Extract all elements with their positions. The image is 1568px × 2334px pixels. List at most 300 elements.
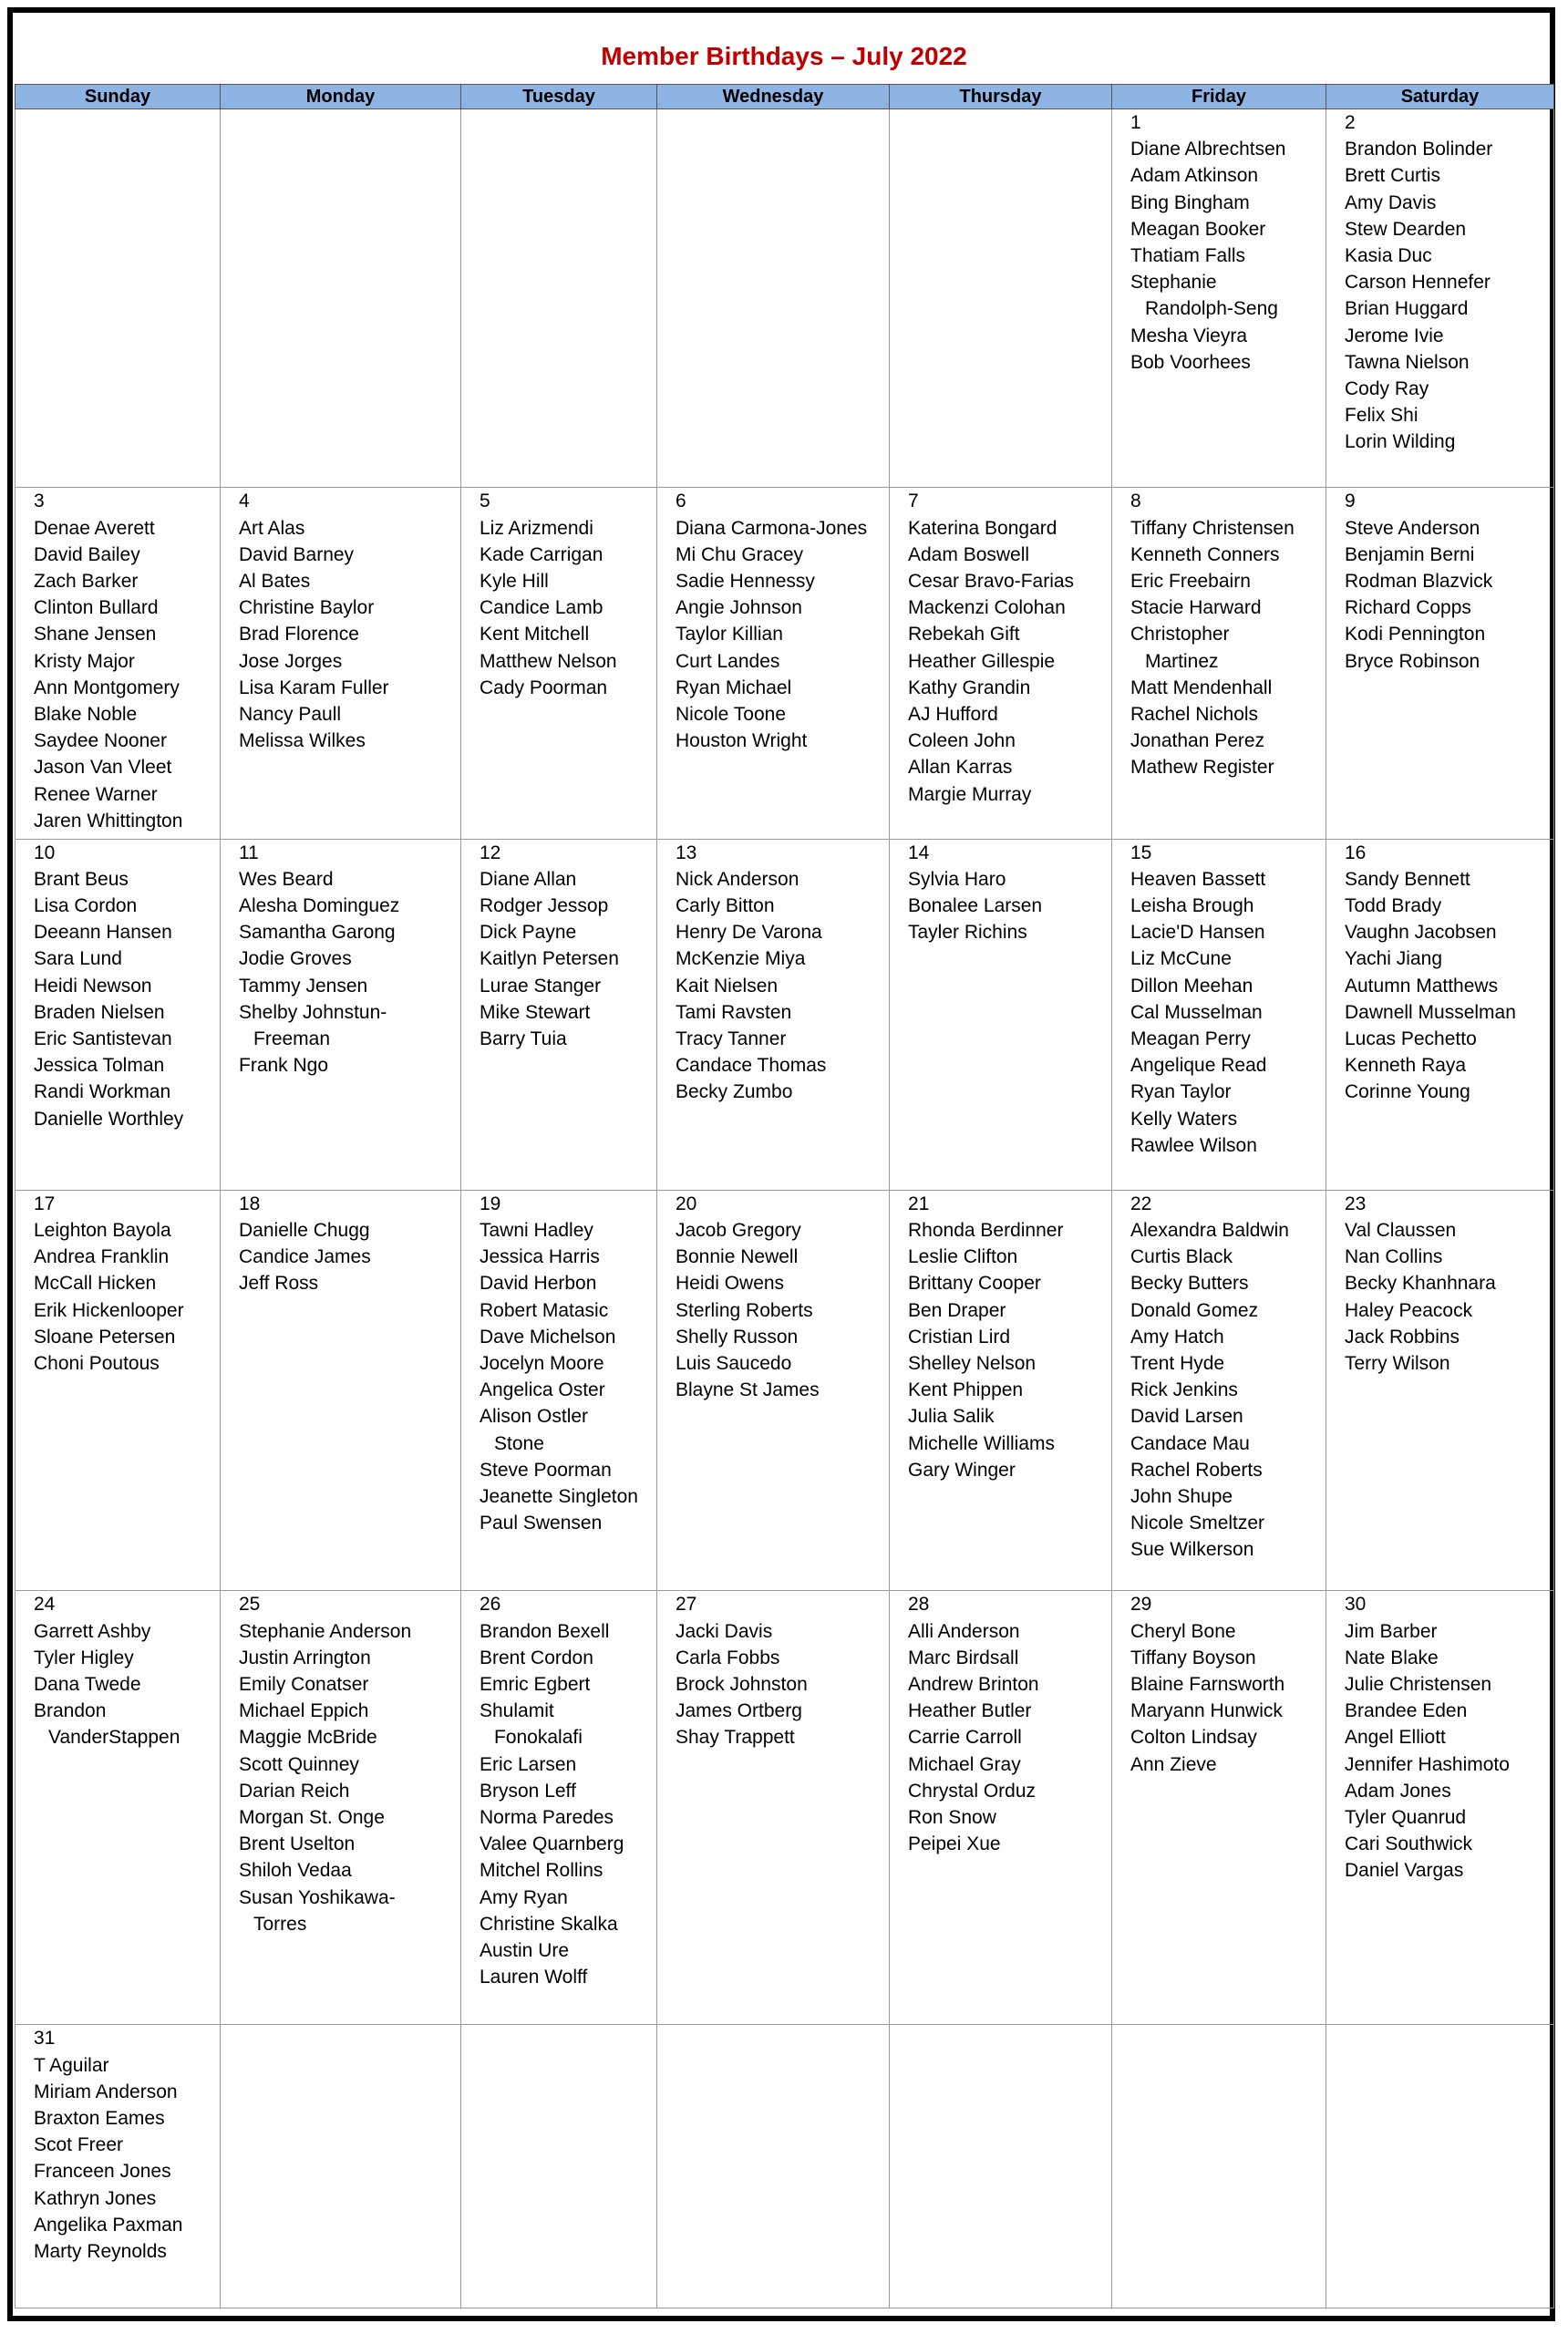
member-name: Nicole Smeltzer bbox=[1130, 1513, 1265, 1534]
member-name: Tayler Richins bbox=[908, 922, 1027, 944]
member-name: Mike Stewart bbox=[480, 1001, 591, 1023]
member-name: Alli Anderson bbox=[908, 1620, 1020, 1642]
member-name: Blaine Farnsworth bbox=[1130, 1674, 1285, 1696]
day-cell bbox=[461, 1190, 657, 1591]
member-name: David Herbon bbox=[480, 1273, 597, 1295]
member-name-line: Susan Yoshikawa- bbox=[239, 1886, 396, 1908]
empty-day-cell bbox=[657, 109, 890, 488]
member-name: Marty Reynolds bbox=[34, 2241, 167, 2263]
day-number: 12 bbox=[480, 842, 501, 863]
member-name: John Shupe bbox=[1130, 1486, 1233, 1508]
member-name: Kade Carrigan bbox=[480, 543, 603, 565]
weekday-header: Friday bbox=[1112, 85, 1326, 109]
day-number: 19 bbox=[480, 1193, 501, 1214]
day-cell bbox=[1112, 839, 1326, 1190]
member-name: Amy Ryan bbox=[480, 1886, 568, 1908]
member-name: Julie Christensen bbox=[1345, 1674, 1492, 1696]
day-cell bbox=[1112, 488, 1326, 839]
weekday-header: Thursday bbox=[890, 85, 1112, 109]
member-name: Christine Baylor bbox=[239, 597, 375, 619]
member-name: Clinton Bullard bbox=[34, 597, 159, 619]
member-name: Danielle Chugg bbox=[239, 1220, 370, 1242]
member-name: Cady Poorman bbox=[480, 676, 608, 698]
member-name: Shiloh Vedaa bbox=[239, 1860, 352, 1882]
member-name: Danielle Worthley bbox=[34, 1108, 184, 1130]
member-name: Amy Davis bbox=[1345, 191, 1437, 213]
member-name: Donald Gomez bbox=[1130, 1299, 1259, 1321]
member-name: Richard Copps bbox=[1345, 597, 1471, 619]
day-number: 30 bbox=[1345, 1594, 1367, 1616]
member-name: Cari Southwick bbox=[1345, 1833, 1473, 1855]
week-row bbox=[15, 488, 1554, 839]
member-name: Kathy Grandin bbox=[908, 676, 1031, 698]
week-row bbox=[15, 1591, 1554, 2025]
member-name: Sloane Petersen bbox=[34, 1326, 176, 1348]
day-cell bbox=[890, 488, 1112, 839]
member-name: Blayne St James bbox=[676, 1379, 820, 1401]
day-number: 4 bbox=[239, 491, 250, 512]
member-name: Tawni Hadley bbox=[480, 1220, 593, 1242]
member-name: Becky Butters bbox=[1130, 1273, 1249, 1295]
weekday-header: Wednesday bbox=[657, 85, 890, 109]
day-number: 2 bbox=[1345, 112, 1356, 133]
member-name: Kenneth Conners bbox=[1130, 543, 1280, 565]
member-name: Colton Lindsay bbox=[1130, 1727, 1257, 1749]
member-name: Justin Arrington bbox=[239, 1647, 371, 1668]
member-name: Jacob Gregory bbox=[676, 1220, 801, 1242]
member-name bbox=[480, 1403, 656, 1456]
day-cell bbox=[1326, 1591, 1554, 2025]
member-name: Wes Beard bbox=[239, 868, 334, 890]
member-name: Diana Carmona-Jones bbox=[676, 517, 868, 539]
day-cell bbox=[15, 1591, 221, 2025]
member-name bbox=[1130, 621, 1326, 674]
day-number: 1 bbox=[1130, 112, 1141, 133]
day-cell bbox=[657, 1190, 890, 1591]
member-name: Kathryn Jones bbox=[34, 2187, 157, 2209]
day-cell bbox=[1326, 109, 1554, 488]
member-name: Robert Matasic bbox=[480, 1299, 609, 1321]
day-number: 26 bbox=[480, 1594, 501, 1616]
member-name: Diane Allan bbox=[480, 868, 577, 890]
member-name: Morgan St. Onge bbox=[239, 1807, 385, 1829]
member-name: Frank Ngo bbox=[239, 1055, 329, 1077]
member-name-line: Stephanie bbox=[1130, 272, 1217, 294]
member-name: Marc Birdsall bbox=[908, 1647, 1019, 1668]
member-name: Emily Conatser bbox=[239, 1674, 369, 1696]
member-name: Michael Eppich bbox=[239, 1700, 369, 1722]
member-name-continuation: Freeman bbox=[253, 1028, 331, 1050]
member-name: Jonathan Perez bbox=[1130, 730, 1265, 752]
member-name: Brett Curtis bbox=[1345, 165, 1441, 187]
week-row bbox=[15, 839, 1554, 1190]
member-name: Katerina Bongard bbox=[908, 517, 1057, 539]
empty-day-cell bbox=[657, 2025, 890, 2308]
day-number: 14 bbox=[908, 842, 930, 863]
day-number: 10 bbox=[34, 842, 56, 863]
day-cell bbox=[1112, 1190, 1326, 1591]
member-name: Taylor Killian bbox=[676, 624, 783, 645]
member-name: Kyle Hill bbox=[480, 571, 549, 593]
member-name: Cal Musselman bbox=[1130, 1001, 1263, 1023]
day-cell bbox=[15, 1190, 221, 1591]
day-number: 7 bbox=[908, 491, 919, 512]
member-name: Dawnell Musselman bbox=[1345, 1001, 1516, 1023]
calendar-body bbox=[15, 109, 1554, 2308]
member-name: Brent Cordon bbox=[480, 1647, 593, 1668]
member-name: Steve Anderson bbox=[1345, 517, 1480, 539]
member-name: Felix Shi bbox=[1345, 405, 1418, 427]
member-name: Liz McCune bbox=[1130, 948, 1232, 970]
member-name: Brent Uselton bbox=[239, 1833, 356, 1855]
member-name: Becky Zumbo bbox=[676, 1081, 793, 1103]
member-name: Shay Trappett bbox=[676, 1727, 795, 1749]
member-name: Shelly Russon bbox=[676, 1326, 799, 1348]
member-name: Lacie'D Hansen bbox=[1130, 922, 1265, 944]
day-number: 24 bbox=[34, 1594, 56, 1616]
member-name: Kenneth Raya bbox=[1345, 1055, 1467, 1077]
member-name: Brian Huggard bbox=[1345, 298, 1469, 320]
member-name: Ryan Taylor bbox=[1130, 1081, 1232, 1103]
member-name: Jennifer Hashimoto bbox=[1345, 1753, 1510, 1775]
member-name: Ben Draper bbox=[908, 1299, 1006, 1321]
member-name: Sylvia Haro bbox=[908, 868, 1006, 890]
day-cell bbox=[890, 1591, 1112, 2025]
member-name: Renee Warner bbox=[34, 783, 158, 805]
member-name: Norma Paredes bbox=[480, 1807, 614, 1829]
member-name: Haley Peacock bbox=[1345, 1299, 1473, 1321]
member-name: Barry Tuia bbox=[480, 1028, 567, 1050]
member-name: Bob Voorhees bbox=[1130, 351, 1251, 373]
member-name: Kasia Duc bbox=[1345, 245, 1432, 267]
member-name: Mesha Vieyra bbox=[1130, 325, 1248, 346]
member-name: Miriam Anderson bbox=[34, 2081, 178, 2102]
member-name: Peipei Xue bbox=[908, 1833, 1001, 1855]
member-name: Sandy Bennett bbox=[1345, 868, 1470, 890]
empty-day-cell bbox=[15, 109, 221, 488]
member-name: Michelle Williams bbox=[908, 1432, 1056, 1454]
day-cell bbox=[461, 1591, 657, 2025]
day-number: 18 bbox=[239, 1193, 261, 1214]
member-name: Jerome Ivie bbox=[1345, 325, 1444, 346]
member-name: Rodger Jessop bbox=[480, 895, 609, 917]
empty-day-cell bbox=[1326, 2025, 1554, 2308]
member-name-line: Shelby Johnstun- bbox=[239, 1001, 387, 1023]
member-name: Dillon Meehan bbox=[1130, 975, 1253, 997]
day-cell bbox=[221, 1190, 461, 1591]
member-name-line: Christopher bbox=[1130, 624, 1230, 645]
weekday-header: Tuesday bbox=[461, 85, 657, 109]
member-name: Rebekah Gift bbox=[908, 624, 1020, 645]
member-name: Eric Freebairn bbox=[1130, 571, 1251, 593]
weekday-header-row bbox=[15, 85, 1554, 109]
member-name: Vaughn Jacobsen bbox=[1345, 922, 1497, 944]
member-name: Jocelyn Moore bbox=[480, 1353, 604, 1375]
member-name: Todd Brady bbox=[1345, 895, 1442, 917]
member-name: Jeff Ross bbox=[239, 1273, 319, 1295]
day-cell bbox=[890, 1190, 1112, 1591]
member-name: Braden Nielsen bbox=[34, 1001, 165, 1023]
day-cell bbox=[657, 839, 890, 1190]
calendar-title: Member Birthdays – July 2022 bbox=[601, 42, 967, 70]
member-name: Lorin Wilding bbox=[1345, 431, 1456, 453]
member-name: Austin Ure bbox=[480, 1940, 570, 1962]
member-name: Tiffany Boyson bbox=[1130, 1647, 1256, 1668]
day-cell bbox=[461, 488, 657, 839]
member-name: Heather Gillespie bbox=[908, 650, 1056, 672]
day-number: 6 bbox=[676, 491, 686, 512]
member-name-continuation: VanderStappen bbox=[48, 1727, 181, 1749]
member-name: Tracy Tanner bbox=[676, 1028, 787, 1050]
member-name: Nick Anderson bbox=[676, 868, 799, 890]
day-number: 15 bbox=[1130, 842, 1152, 863]
member-name: Candace Mau bbox=[1130, 1432, 1250, 1454]
member-name: Jose Jorges bbox=[239, 650, 343, 672]
member-name: Heaven Bassett bbox=[1130, 868, 1266, 890]
member-name: Mackenzi Colohan bbox=[908, 597, 1066, 619]
member-name: Cody Ray bbox=[1345, 378, 1429, 400]
calendar-grid bbox=[15, 84, 1554, 2308]
member-name: Allan Karras bbox=[908, 757, 1013, 779]
day-number: 16 bbox=[1345, 842, 1367, 863]
member-name: Candice James bbox=[239, 1246, 371, 1268]
member-name: Shane Jensen bbox=[34, 624, 157, 645]
day-number: 11 bbox=[239, 842, 259, 863]
member-name: Alesha Dominguez bbox=[239, 895, 400, 917]
member-name: Jack Robbins bbox=[1345, 1326, 1460, 1348]
member-name: Jodie Groves bbox=[239, 948, 352, 970]
day-cell bbox=[1326, 839, 1554, 1190]
member-name: Michael Gray bbox=[908, 1753, 1021, 1775]
day-number: 31 bbox=[34, 2028, 56, 2050]
member-name: Steve Poorman bbox=[480, 1459, 612, 1481]
member-name: Cheryl Bone bbox=[1130, 1620, 1236, 1642]
member-name: Luis Saucedo bbox=[676, 1353, 792, 1375]
member-name: Mi Chu Gracey bbox=[676, 543, 804, 565]
member-name: Carly Bitton bbox=[676, 895, 775, 917]
member-name-line: Shulamit bbox=[480, 1700, 554, 1722]
member-name: Garrett Ashby bbox=[34, 1620, 151, 1642]
member-name: Kodi Pennington bbox=[1345, 624, 1486, 645]
member-name: Jim Barber bbox=[1345, 1620, 1438, 1642]
member-name: Nate Blake bbox=[1345, 1647, 1439, 1668]
member-name: Christine Skalka bbox=[480, 1913, 618, 1935]
member-name-continuation: Stone bbox=[494, 1432, 544, 1454]
member-name: Thatiam Falls bbox=[1130, 245, 1246, 267]
member-name: Alexandra Baldwin bbox=[1130, 1220, 1289, 1242]
member-name: Heather Butler bbox=[908, 1700, 1032, 1722]
member-name-continuation: Randolph-Seng bbox=[1145, 298, 1278, 320]
member-name: Jessica Harris bbox=[480, 1246, 600, 1268]
member-name: David Barney bbox=[239, 543, 355, 565]
member-name: Rodman Blazvick bbox=[1345, 571, 1493, 593]
week-row bbox=[15, 109, 1554, 488]
member-name: Autumn Matthews bbox=[1345, 975, 1499, 997]
member-name: Angel Elliott bbox=[1345, 1727, 1446, 1749]
day-cell bbox=[221, 1591, 461, 2025]
member-name: Scot Freer bbox=[34, 2134, 124, 2156]
member-name: Carla Fobbs bbox=[676, 1647, 780, 1668]
member-name bbox=[239, 1885, 460, 1937]
member-name-continuation: Martinez bbox=[1145, 650, 1219, 672]
member-name: Andrea Franklin bbox=[34, 1246, 170, 1268]
member-name: Art Alas bbox=[239, 517, 305, 539]
member-name: Candace Thomas bbox=[676, 1055, 827, 1077]
member-name: Leisha Brough bbox=[1130, 895, 1254, 917]
member-name: Sadie Hennessy bbox=[676, 571, 815, 593]
member-name: Samantha Garong bbox=[239, 922, 396, 944]
member-name: Tyler Higley bbox=[34, 1647, 134, 1668]
member-name: Tami Ravsten bbox=[676, 1001, 792, 1023]
member-name bbox=[1130, 269, 1326, 322]
member-name: Jason Van Vleet bbox=[34, 757, 172, 779]
day-cell bbox=[890, 839, 1112, 1190]
member-name: Daniel Vargas bbox=[1345, 1860, 1464, 1882]
member-name: Heidi Owens bbox=[676, 1273, 785, 1295]
day-cell bbox=[15, 488, 221, 839]
member-name: Denae Averett bbox=[34, 517, 155, 539]
member-name: Leighton Bayola bbox=[34, 1220, 171, 1242]
member-name: Dana Twede bbox=[34, 1674, 141, 1696]
member-name: Melissa Wilkes bbox=[239, 730, 366, 752]
member-name: Rachel Nichols bbox=[1130, 704, 1259, 726]
member-name: Stacie Harward bbox=[1130, 597, 1262, 619]
day-cell bbox=[221, 488, 461, 839]
week-row bbox=[15, 2025, 1554, 2308]
day-cell bbox=[1326, 1190, 1554, 1591]
member-name: Curtis Black bbox=[1130, 1246, 1233, 1268]
member-name-line: Brandon bbox=[34, 1700, 107, 1722]
member-name: Bing Bingham bbox=[1130, 191, 1250, 213]
member-name: Ron Snow bbox=[908, 1807, 996, 1829]
day-cell bbox=[15, 2025, 221, 2308]
member-name: Matthew Nelson bbox=[480, 650, 617, 672]
member-name: Emric Egbert bbox=[480, 1674, 591, 1696]
day-number: 13 bbox=[676, 842, 697, 863]
member-name: Brandon Bolinder bbox=[1345, 139, 1493, 160]
member-name: Bonalee Larsen bbox=[908, 895, 1043, 917]
member-name: Liz Arizmendi bbox=[480, 517, 593, 539]
member-name: Brock Johnston bbox=[676, 1674, 808, 1696]
member-name: Chrystal Orduz bbox=[908, 1780, 1037, 1802]
member-name: Nancy Paull bbox=[239, 704, 342, 726]
day-number: 25 bbox=[239, 1594, 261, 1616]
member-name: Nicole Toone bbox=[676, 704, 787, 726]
member-name: Darian Reich bbox=[239, 1780, 350, 1802]
member-name-continuation: Torres bbox=[253, 1913, 307, 1935]
member-name: Gary Winger bbox=[908, 1459, 1016, 1481]
member-name: T Aguilar bbox=[34, 2054, 109, 2076]
member-name: Kelly Waters bbox=[1130, 1108, 1238, 1130]
member-name: Jeanette Singleton bbox=[480, 1486, 638, 1508]
member-name: Kent Phippen bbox=[908, 1379, 1024, 1401]
member-name: Becky Khanhnara bbox=[1345, 1273, 1496, 1295]
member-name: Dick Payne bbox=[480, 922, 577, 944]
member-name: Kristy Major bbox=[34, 650, 135, 672]
member-name: Val Claussen bbox=[1345, 1220, 1457, 1242]
member-name: Adam Boswell bbox=[908, 543, 1030, 565]
member-name: Scott Quinney bbox=[239, 1753, 359, 1775]
day-number: 9 bbox=[1345, 491, 1356, 512]
member-name: Carson Hennefer bbox=[1345, 272, 1491, 294]
member-name: Bryce Robinson bbox=[1345, 650, 1480, 672]
weekday-header: Monday bbox=[221, 85, 461, 109]
member-name: Rick Jenkins bbox=[1130, 1379, 1238, 1401]
member-name: Bonnie Newell bbox=[676, 1246, 799, 1268]
member-name: Braxton Eames bbox=[34, 2108, 165, 2129]
member-name: Kaitlyn Petersen bbox=[480, 948, 619, 970]
day-number: 17 bbox=[34, 1193, 56, 1214]
member-name: Terry Wilson bbox=[1345, 1353, 1450, 1375]
member-name: Candice Lamb bbox=[480, 597, 603, 619]
member-name: Dave Michelson bbox=[480, 1326, 616, 1348]
member-name bbox=[34, 1698, 220, 1750]
member-name: Franceen Jones bbox=[34, 2161, 171, 2183]
member-name: Meagan Perry bbox=[1130, 1028, 1251, 1050]
member-name: Lisa Karam Fuller bbox=[239, 676, 389, 698]
day-number: 29 bbox=[1130, 1594, 1152, 1616]
member-name: Margie Murray bbox=[908, 783, 1032, 805]
member-name: Henry De Varona bbox=[676, 922, 822, 944]
day-number: 8 bbox=[1130, 491, 1141, 512]
member-name: Brad Florence bbox=[239, 624, 359, 645]
member-name: Andrew Brinton bbox=[908, 1674, 1039, 1696]
weekday-header: Sunday bbox=[15, 85, 221, 109]
member-name: Sterling Roberts bbox=[676, 1299, 813, 1321]
member-name: Adam Jones bbox=[1345, 1780, 1451, 1802]
empty-day-cell bbox=[1112, 2025, 1326, 2308]
member-name: Eric Larsen bbox=[480, 1753, 577, 1775]
day-number: 20 bbox=[676, 1193, 697, 1214]
member-name: James Ortberg bbox=[676, 1700, 802, 1722]
day-number: 23 bbox=[1345, 1193, 1367, 1214]
member-name: Ryan Michael bbox=[676, 676, 792, 698]
weekday-header: Saturday bbox=[1326, 85, 1554, 109]
member-name: Lucas Pechetto bbox=[1345, 1028, 1477, 1050]
member-name: Erik Hickenlooper bbox=[34, 1299, 184, 1321]
member-name bbox=[239, 999, 460, 1052]
member-name: Houston Wright bbox=[676, 730, 808, 752]
member-name: Saydee Nooner bbox=[34, 730, 167, 752]
member-name: Matt Mendenhall bbox=[1130, 676, 1273, 698]
member-name: Brandee Eden bbox=[1345, 1700, 1468, 1722]
member-name: Coleen John bbox=[908, 730, 1016, 752]
member-name: Bryson Leff bbox=[480, 1780, 576, 1802]
day-cell bbox=[1326, 488, 1554, 839]
member-name: Julia Salik bbox=[908, 1406, 995, 1428]
member-name: Amy Hatch bbox=[1130, 1326, 1224, 1348]
day-cell bbox=[221, 839, 461, 1190]
member-name: Ann Zieve bbox=[1130, 1753, 1217, 1775]
empty-day-cell bbox=[221, 2025, 461, 2308]
member-name bbox=[480, 1698, 656, 1750]
member-name: Trent Hyde bbox=[1130, 1353, 1225, 1375]
member-name: Mathew Register bbox=[1130, 757, 1274, 779]
week-row bbox=[15, 1190, 1554, 1591]
member-name: Stew Dearden bbox=[1345, 218, 1467, 240]
member-name: Cristian Lird bbox=[908, 1326, 1011, 1348]
member-name: David Larsen bbox=[1130, 1406, 1243, 1428]
member-name: Yachi Jiang bbox=[1345, 948, 1443, 970]
member-name: Corinne Young bbox=[1345, 1081, 1470, 1103]
day-number: 21 bbox=[908, 1193, 930, 1214]
member-name: Ann Montgomery bbox=[34, 676, 180, 698]
member-name: Meagan Booker bbox=[1130, 218, 1266, 240]
day-cell bbox=[15, 839, 221, 1190]
day-cell bbox=[1112, 1591, 1326, 2025]
member-name: Paul Swensen bbox=[480, 1513, 603, 1534]
empty-day-cell bbox=[461, 109, 657, 488]
